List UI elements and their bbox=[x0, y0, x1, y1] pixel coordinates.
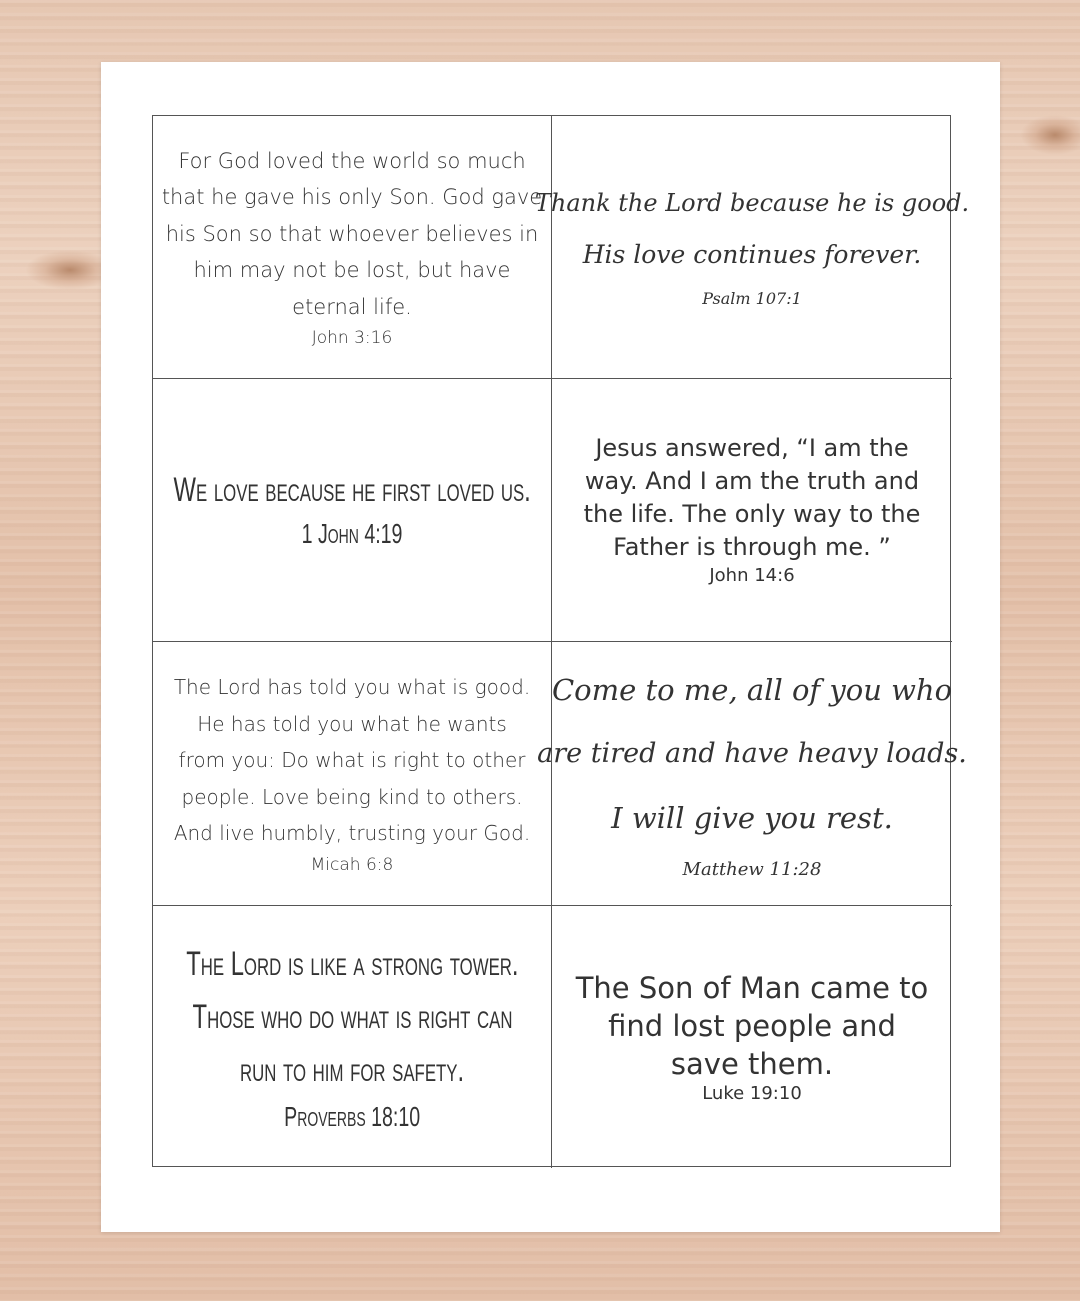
verse-card-micah-6-8 bbox=[153, 642, 552, 906]
verse-card-psalm-107-1 bbox=[534, 116, 970, 379]
verse-line: Father is through me. ” bbox=[613, 533, 891, 561]
verse-reference: Proverbs 18:10 bbox=[283, 1100, 421, 1132]
verse-line: from you: Do what is right to other bbox=[178, 748, 526, 773]
verse-line: are tired and have heavy loads. bbox=[537, 737, 967, 769]
verse-reference: 1 John 4:19 bbox=[301, 518, 403, 549]
verse-reference: John 3:16 bbox=[311, 328, 393, 349]
verse-line: The Son of Man came to bbox=[575, 971, 929, 1005]
verse-reference: Matthew 11:28 bbox=[682, 858, 822, 880]
verse-line: Jesus answered, “I am the bbox=[595, 434, 909, 462]
verse-card-john-3-16 bbox=[153, 116, 552, 379]
verse-line: people. Love being kind to others. bbox=[181, 784, 523, 809]
verse-card-john-14-6 bbox=[552, 379, 952, 642]
verse-card-1-john-4-19 bbox=[153, 379, 552, 642]
wood-knot bbox=[1020, 115, 1080, 155]
verse-card-grid bbox=[152, 115, 970, 1167]
verse-line: His love continues forever. bbox=[582, 240, 922, 269]
verse-line: him may not be lost, but have bbox=[193, 258, 511, 283]
verse-card-proverbs-18-10 bbox=[153, 906, 552, 1168]
verse-line: find lost people and bbox=[608, 1009, 896, 1043]
verse-line: his Son so that whoever believes in bbox=[165, 221, 539, 246]
verse-line: Come to me, all of you who bbox=[551, 672, 953, 707]
verse-line: And live humbly, trusting your God. bbox=[173, 821, 531, 846]
verse-reference: Micah 6:8 bbox=[310, 854, 394, 875]
verse-card-luke-19-10 bbox=[552, 906, 952, 1168]
verse-line: that he gave his only Son. God gave bbox=[161, 185, 543, 210]
verse-line: The Lord has told you what is good. bbox=[173, 675, 531, 700]
verse-line: save them. bbox=[670, 1047, 834, 1081]
verse-reference: Psalm 107:1 bbox=[702, 289, 802, 308]
verse-line: Thank the Lord because he is good. bbox=[534, 189, 970, 217]
verse-line: For God loved the world so much bbox=[178, 148, 526, 173]
verse-card-matthew-11-28 bbox=[537, 642, 967, 906]
verse-line: Those who do what is right can bbox=[192, 997, 512, 1036]
verse-line: He has told you what he wants bbox=[197, 711, 507, 736]
verse-line: the life. The only way to the bbox=[583, 500, 921, 528]
verse-reference: John 14:6 bbox=[709, 565, 795, 586]
verse-line: way. And I am the truth and bbox=[584, 467, 920, 495]
verse-line: The Lord is like a strong tower. bbox=[185, 944, 519, 983]
verse-line: I will give you rest. bbox=[611, 800, 893, 835]
verse-line: eternal life. bbox=[292, 294, 412, 319]
verse-line: We love because he first loved us. bbox=[173, 471, 531, 509]
verse-reference: Luke 19:10 bbox=[702, 1083, 802, 1104]
printable-sheet bbox=[101, 62, 1000, 1232]
verse-line: run to him for safety. bbox=[239, 1050, 465, 1089]
